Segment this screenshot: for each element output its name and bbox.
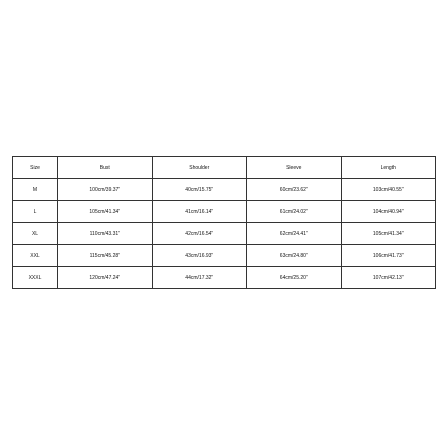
cell-bust: 100cm/39.37" xyxy=(58,179,153,201)
table-row xyxy=(13,245,436,267)
table-row xyxy=(13,223,436,245)
cell-sleeve: 62cm/24.41" xyxy=(247,223,342,245)
table-header-row xyxy=(13,157,436,179)
cell-length: 104cm/40.94" xyxy=(341,201,436,223)
cell-sleeve: 63cm/24.80" xyxy=(247,245,342,267)
size-chart-table xyxy=(12,156,436,289)
cell-bust: 120cm/47.24" xyxy=(58,267,153,289)
cell-length: 106cm/41.73" xyxy=(341,245,436,267)
table-row xyxy=(13,267,436,289)
cell-length: 105cm/41.34" xyxy=(341,223,436,245)
cell-length: 103cm/40.55" xyxy=(341,179,436,201)
cell-sleeve: 61cm/24.02" xyxy=(247,201,342,223)
table-row xyxy=(13,201,436,223)
cell-size: XXXL xyxy=(13,267,58,289)
cell-bust: 105cm/41.34" xyxy=(58,201,153,223)
cell-size: XL xyxy=(13,223,58,245)
cell-shoulder: 40cm/15.75" xyxy=(152,179,247,201)
cell-shoulder: 41cm/16.14" xyxy=(152,201,247,223)
cell-sleeve: 60cm/23.62" xyxy=(247,179,342,201)
cell-bust: 110cm/43.31" xyxy=(58,223,153,245)
header-sleeve: Sleeve xyxy=(247,157,342,179)
header-bust: Bust xyxy=(58,157,153,179)
cell-size: M xyxy=(13,179,58,201)
header-length: Length xyxy=(341,157,436,179)
table-row xyxy=(13,179,436,201)
cell-size: L xyxy=(13,201,58,223)
cell-bust: 115cm/45.28" xyxy=(58,245,153,267)
header-shoulder: Shoulder xyxy=(152,157,247,179)
cell-sleeve: 64cm/25.20" xyxy=(247,267,342,289)
cell-shoulder: 44cm/17.32" xyxy=(152,267,247,289)
header-size: Size xyxy=(13,157,58,179)
cell-shoulder: 43cm/16.93" xyxy=(152,245,247,267)
cell-size: XXL xyxy=(13,245,58,267)
cell-length: 107cm/42.13" xyxy=(341,267,436,289)
cell-shoulder: 42cm/16.54" xyxy=(152,223,247,245)
